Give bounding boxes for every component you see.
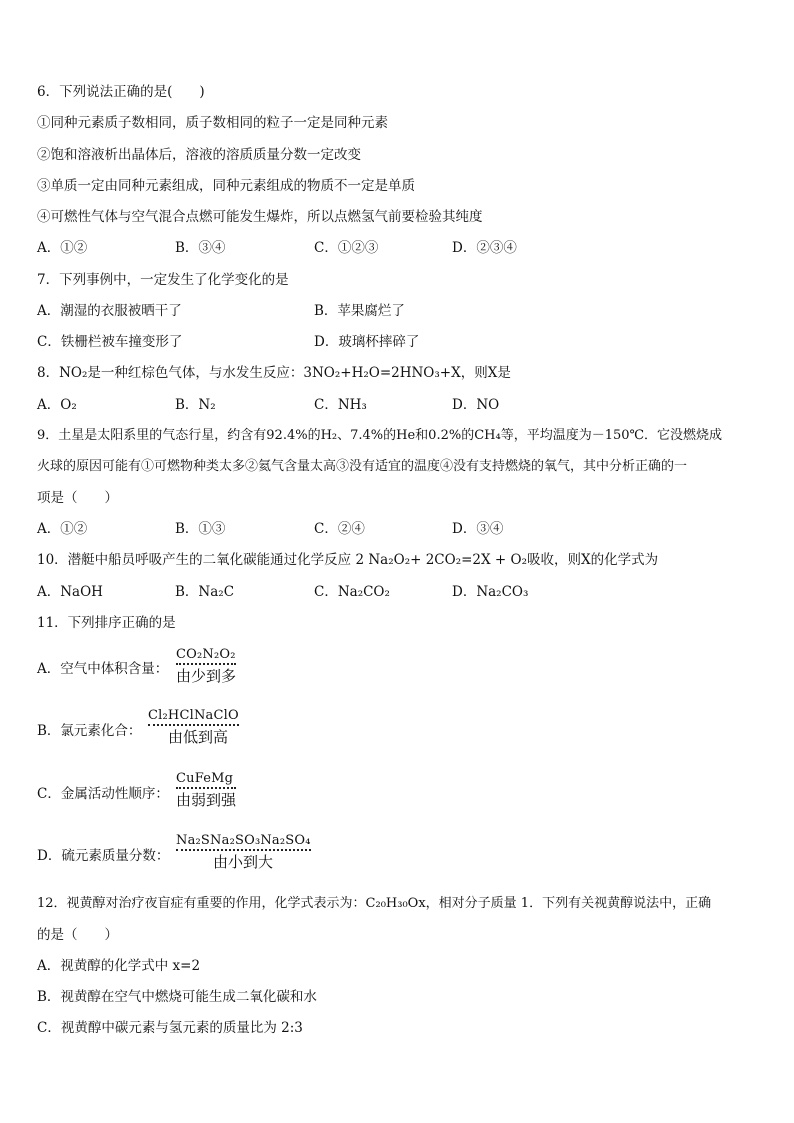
q11-option-c-order	[176, 772, 236, 810]
q6-option-a: A．①②	[37, 240, 88, 256]
q9-option-d: D．③④	[452, 521, 504, 537]
q10-option-c: C．Na₂CO₂	[314, 584, 390, 600]
q7-option-a: A．潮湿的衣服被晒干了	[37, 303, 182, 319]
q6-statement-3: ③单质一定由同种元素组成，同种元素组成的物质不一定是单质	[37, 178, 415, 194]
q11-option-a-formula: CO₂N₂O₂	[176, 648, 236, 665]
q8-option-a: A．O₂	[37, 397, 77, 413]
q11-option-c-formula: CuFeMg	[176, 772, 236, 789]
q11-option-b-order	[148, 709, 239, 747]
q10-option-a: A．NaOH	[37, 584, 103, 600]
q11-option-b-direction: 由低到高	[168, 728, 229, 746]
q11-option-a-label: A．空气中体积含量：	[37, 661, 169, 677]
q11-option-d-formula: Na₂SNa₂SO₃Na₂SO₄	[176, 834, 311, 851]
q11-option-d-order	[176, 834, 311, 872]
q12-stem-line-1: 12．视黄醇对治疗夜盲症有重要的作用，化学式表示为：C₂₀H₃₀Ox，相对分子质量 1．下列有关视黄醇说法中，正确	[37, 896, 712, 911]
q12-stem-line-2: 的是（ ）	[37, 927, 118, 943]
q11-option-a-direction: 由少到多	[176, 667, 237, 685]
q8-option-d: D．NO	[452, 397, 500, 413]
q6-statement-1: ①同种元素质子数相同，质子数相同的粒子一定是同种元素	[37, 115, 388, 131]
q9-stem-line-1: 9．土星是太阳系里的气态行星，约含有92.4%的H₂、7.4%的He和0.2%的CH₄等，平均温度为－150℃．它没燃烧成	[37, 428, 723, 443]
q11-option-a-order	[176, 648, 236, 686]
q7-option-b: B．苹果腐烂了	[314, 303, 405, 319]
q9-option-a: A．①②	[37, 521, 88, 537]
q12-option-a: A．视黄醇的化学式中 x=2	[37, 958, 201, 974]
q6-option-b: B．③④	[175, 240, 226, 256]
q7-option-c: C．铁栅栏被车撞变形了	[37, 334, 183, 350]
q10-option-d: D．Na₂CO₃	[452, 584, 529, 600]
q10-stem: 10．潜艇中船员呼吸产生的二氧化碳能通过化学反应 2 Na₂O₂+ 2CO₂=2X + O₂吸收，则X的化学式为	[37, 552, 659, 568]
q8-stem: 8．NO₂是一种红棕色气体，与水发生反应：3NO₂+H₂O=2HNO₃+X，则X是	[37, 365, 511, 381]
q9-stem-line-2: 火球的原因可能有①可燃物种类太多②氦气含量太高③没有适宜的温度④没有支持燃烧的氧气，其中分析正确的一	[37, 459, 688, 474]
q10-option-b: B．Na₂C	[175, 584, 235, 600]
q6-statement-2: ②饱和溶液析出晶体后，溶液的溶质质量分数一定改变	[37, 147, 361, 163]
q6-statement-4: ④可燃性气体与空气混合点燃可能发生爆炸，所以点燃氢气前要检验其纯度	[37, 209, 483, 225]
q6-option-d: D．②③④	[452, 240, 517, 256]
q7-stem: 7．下列事例中，一定发生了化学变化的是	[37, 272, 289, 288]
q11-option-d-label: D．硫元素质量分数：	[37, 848, 170, 864]
q11-option-c-direction: 由弱到强	[176, 791, 237, 809]
q6-option-c: C．①②③	[314, 240, 379, 256]
q8-option-c: C．NH₃	[314, 397, 367, 413]
q6-stem: 6．下列说法正确的是( )	[37, 84, 205, 100]
q9-option-b: B．①③	[175, 521, 226, 537]
q11-option-b-label: B．氯元素化合：	[37, 723, 142, 739]
q11-stem: 11．下列排序正确的是	[37, 615, 176, 631]
q7-option-d: D．玻璃杯摔碎了	[314, 334, 420, 350]
q9-option-c: C．②④	[314, 521, 365, 537]
q12-option-c: C．视黄醇中碳元素与氢元素的质量比为 2:3	[37, 1020, 303, 1036]
q9-stem-line-3: 项是（ ）	[37, 490, 118, 506]
q12-option-b: B．视黄醇在空气中燃烧可能生成二氧化碳和水	[37, 989, 317, 1005]
q8-option-b: B．N₂	[175, 397, 216, 413]
q11-option-d-direction: 由小到大	[213, 853, 274, 871]
q11-option-c-label: C．金属活动性顺序：	[37, 786, 169, 802]
q11-option-b-formula: Cl₂HClNaClO	[148, 709, 239, 726]
